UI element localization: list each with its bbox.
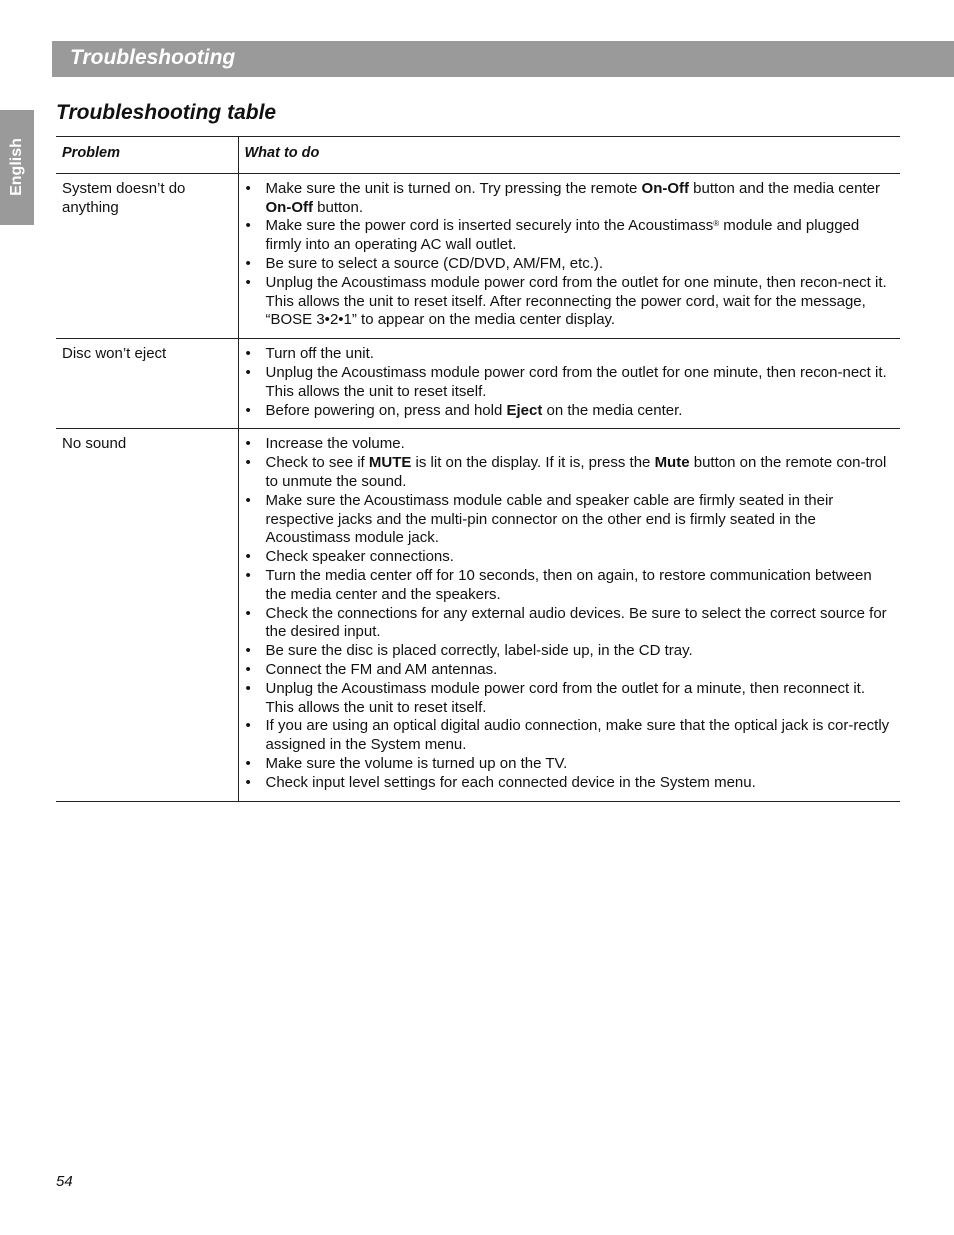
list-item xyxy=(245,274,895,330)
table-body xyxy=(56,173,900,801)
list-item xyxy=(245,717,895,755)
list-item xyxy=(245,548,895,567)
language-tab xyxy=(0,110,34,225)
action-list xyxy=(245,435,895,792)
text-run: Before powering on, press and hold xyxy=(265,401,507,419)
table-row xyxy=(56,339,900,429)
text-run: button and the media center xyxy=(689,179,880,197)
action-list xyxy=(245,345,895,420)
problem-cell: No sound xyxy=(56,429,238,801)
registered-mark: ® xyxy=(713,219,720,229)
text-run: If you are using an optical digital audio connection, make sure that the optical jack is cor-rectly assigned in the System menu. xyxy=(265,717,890,754)
list-item xyxy=(245,774,895,793)
list-item xyxy=(245,492,895,548)
text-run: Be sure the disc is placed correctly, label-side up, in the CD tray. xyxy=(265,642,693,660)
list-item xyxy=(245,680,895,718)
table-row xyxy=(56,429,900,801)
list-item xyxy=(245,605,895,643)
list-item xyxy=(245,180,895,218)
text-run: button. xyxy=(312,198,364,216)
list-item xyxy=(245,661,895,680)
text-run: Check speaker connections. xyxy=(265,548,454,566)
header-bar xyxy=(52,41,954,77)
header-title: Troubleshooting xyxy=(70,46,236,69)
text-run: Check the connections for any external audio devices. Be sure to select the correct source for the desired input. xyxy=(265,604,887,641)
text-run: Increase the volume. xyxy=(265,435,405,453)
action-list xyxy=(245,180,895,330)
column-header-problem: Problem xyxy=(56,137,238,174)
text-run: Be sure to select a source (CD/DVD, AM/FM, etc.). xyxy=(265,254,604,272)
troubleshooting-table-wrapper xyxy=(56,136,900,802)
column-header-what-to-do: What to do xyxy=(244,145,320,161)
text-run: on the media center. xyxy=(542,401,683,419)
list-item xyxy=(245,402,895,421)
text-run: Unplug the Acoustimass module power cord from the outlet for a minute, then reconnect it. This allows the unit to reset itself. xyxy=(265,679,865,716)
table-header-row xyxy=(56,137,900,174)
text-run: Check input level settings for each connected device in the System menu. xyxy=(265,773,756,791)
section-title: Troubleshooting table xyxy=(56,101,277,124)
text-run: Make sure the volume is turned up on the TV. xyxy=(265,754,568,772)
problem-cell: System doesn’t do anything xyxy=(56,173,238,338)
text-run: module and plugged firmly into an operating AC wall outlet. xyxy=(265,217,860,254)
what-to-do-cell xyxy=(238,429,900,801)
bold-term: Eject xyxy=(506,401,543,419)
table-row xyxy=(56,173,900,338)
what-to-do-cell xyxy=(238,339,900,429)
list-item xyxy=(245,755,895,774)
text-run: Check to see if xyxy=(265,454,369,472)
bold-term: On-Off xyxy=(641,179,690,197)
text-run: Make sure the unit is turned on. Try pressing the remote xyxy=(265,179,642,197)
text-run: button on the remote con-trol to unmute the sound. xyxy=(265,454,887,490)
what-to-do-cell xyxy=(238,173,900,338)
list-item xyxy=(245,642,895,661)
list-item xyxy=(245,364,895,402)
list-item xyxy=(245,217,895,255)
list-item xyxy=(245,255,895,274)
list-item xyxy=(245,435,895,454)
bold-term: MUTE xyxy=(368,454,412,472)
page-number: 54 xyxy=(56,1173,73,1190)
text-run: Make sure the Acoustimass module cable and speaker cable are firmly seated in their respective jacks and the multi-pin connector on the other end is firmly seated in the Acoustimass module jack. xyxy=(265,491,834,547)
text-run: Turn off the unit. xyxy=(265,345,374,363)
troubleshooting-table xyxy=(56,136,900,802)
bold-term: On-Off xyxy=(265,198,313,216)
text-run: is lit on the display. If it is, press the xyxy=(411,454,655,472)
bold-term: Mute xyxy=(654,454,690,472)
list-item xyxy=(245,567,895,605)
list-item xyxy=(245,345,895,364)
text-run: Turn the media center off for 10 seconds, then on again, to restore communication between the media center and the speakers. xyxy=(265,566,872,603)
problem-cell: Disc won’t eject xyxy=(56,339,238,429)
text-run: Unplug the Acoustimass module power cord from the outlet for one minute, then recon-nect it. This allows the unit to reset itself. xyxy=(265,363,887,400)
text-run: Connect the FM and AM antennas. xyxy=(265,660,498,678)
text-run: Make sure the power cord is inserted securely into the Acoustimass xyxy=(265,217,714,235)
text-run: Unplug the Acoustimass module power cord from the outlet for one minute, then recon-nect it. This allows the unit to reset itself. After reconnecting the power cord, wait for the message, “BOSE 3•2•1” to appear on the media center display. xyxy=(265,273,887,329)
language-label: English xyxy=(8,138,25,196)
list-item xyxy=(245,454,895,492)
